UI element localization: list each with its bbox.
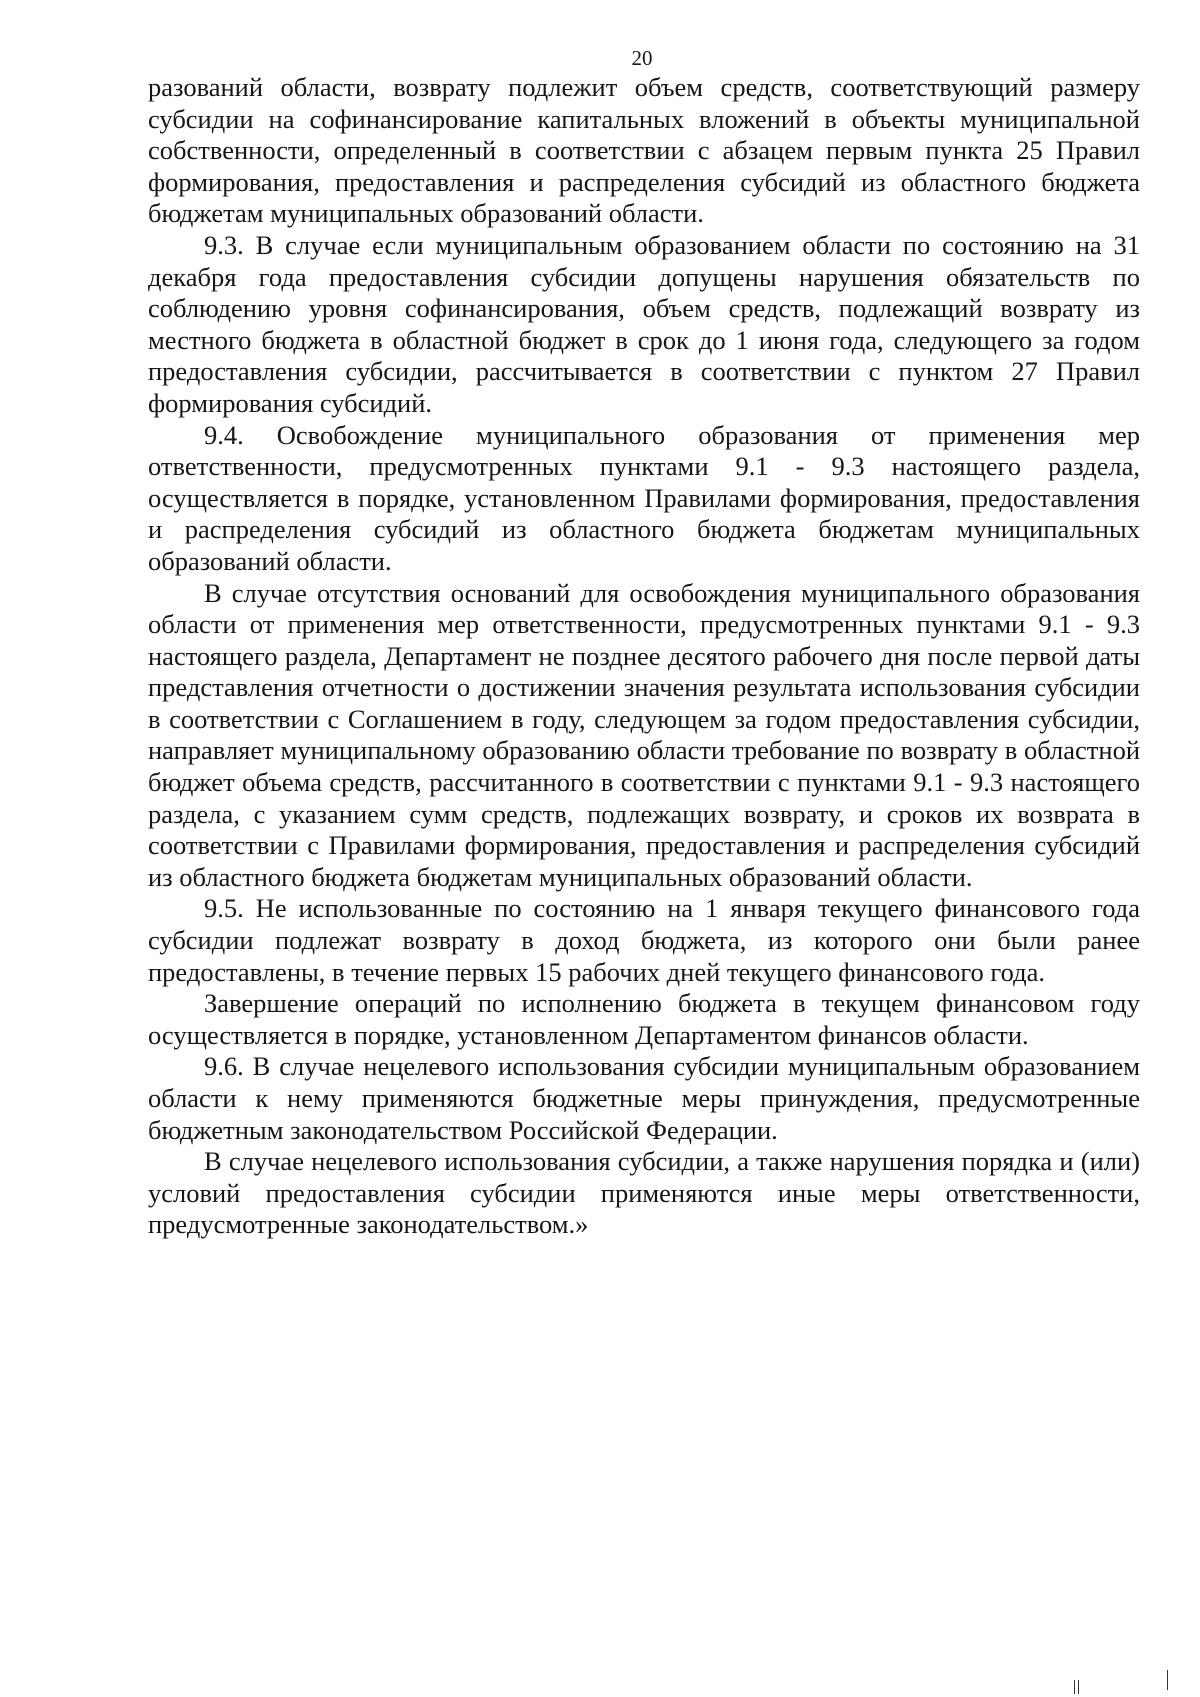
paragraph-continuation: разований области, возврату подлежит объем средств, соответствующий размеру субсидии на софинансирование капитальных вложений в объекты муниципальной собственности, определенный в соответствии с абзацем первым пункта 25 Правил формирования, предоставления и распределения субсидий из областного бюджета бюджетам муниципальных образований области. <box>148 72 1140 229</box>
paragraph-9-5: 9.5. Не использованные по состоянию на 1 января текущего финансового года субсидии подлежат возврату в доход бюджета, из которого они были ранее предоставлены, в течение первых 15 рабочих дней текущего финансового года. <box>148 893 1140 987</box>
scan-artifact-mark <box>1074 1680 1075 1694</box>
scan-artifact-mark <box>1167 1670 1168 1690</box>
paragraph-9-6: 9.6. В случае нецелевого использования субсидии муниципальным образованием области к нему применяются бюджетные меры принуждения, предусмотренные бюджетным законодательством Российской Федерации. <box>148 1051 1140 1145</box>
paragraph-9-3: 9.3. В случае если муниципальным образованием области по состоянию на 31 декабря года предоставления субсидии допущены нарушения обязательств по соблюдению уровня софинансирования, объем средств, подлежащий возврату из местного бюджета в областной бюджет в срок до 1 июня года, следующего за годом предоставления субсидии, рассчитывается в соответствии с пунктом 27 Правил формирования субсидий. <box>148 229 1140 418</box>
scan-artifact-mark <box>1078 1680 1079 1694</box>
paragraph-9-4-refund-demand: В случае отсутствия оснований для освобождения муниципального образования области от применения мер ответственности, предусмотренных пунктами 9.1 - 9.3 настоящего раздела, Департамент не позднее десятого рабочего дня после первой даты представления отчетности о достижении значения результата использования субсидии в соответствии с Соглашением в году, следующем за годом предоставления субсидии, направляет муниципальному образованию области требование по возврату в областной бюджет объема средств, рассчитанного в соответствии с пунктами 9.1 - 9.3 настоящего раздела, с указанием сумм средств, подлежащих возврату, и сроков их возврата в соответствии с Правилами формирования, предоставления и распределения субсидий из областного бюджета бюджетам муниципальных образований области. <box>148 577 1140 892</box>
paragraph-9-4: 9.4. Освобождение муниципального образования от применения мер ответственности, предусмотренных пунктами 9.1 - 9.3 настоящего раздела, осуществляется в порядке, установленном Правилами формирования, предоставления и распределения субсидий из областного бюджета бюджетам муниципальных образований области. <box>148 419 1140 576</box>
document-body <box>148 72 1140 1241</box>
paragraph-9-6-other-measures: В случае нецелевого использования субсидии, а также нарушения порядка и (или) условий предоставления субсидии применяются иные меры ответственности, предусмотренные законодательством.» <box>148 1146 1140 1240</box>
page-number: 20 <box>631 46 653 70</box>
paragraph-9-5-budget-completion: Завершение операций по исполнению бюджета в текущем финансовом году осуществляется в порядке, установленном Департаментом финансов области. <box>148 988 1140 1050</box>
